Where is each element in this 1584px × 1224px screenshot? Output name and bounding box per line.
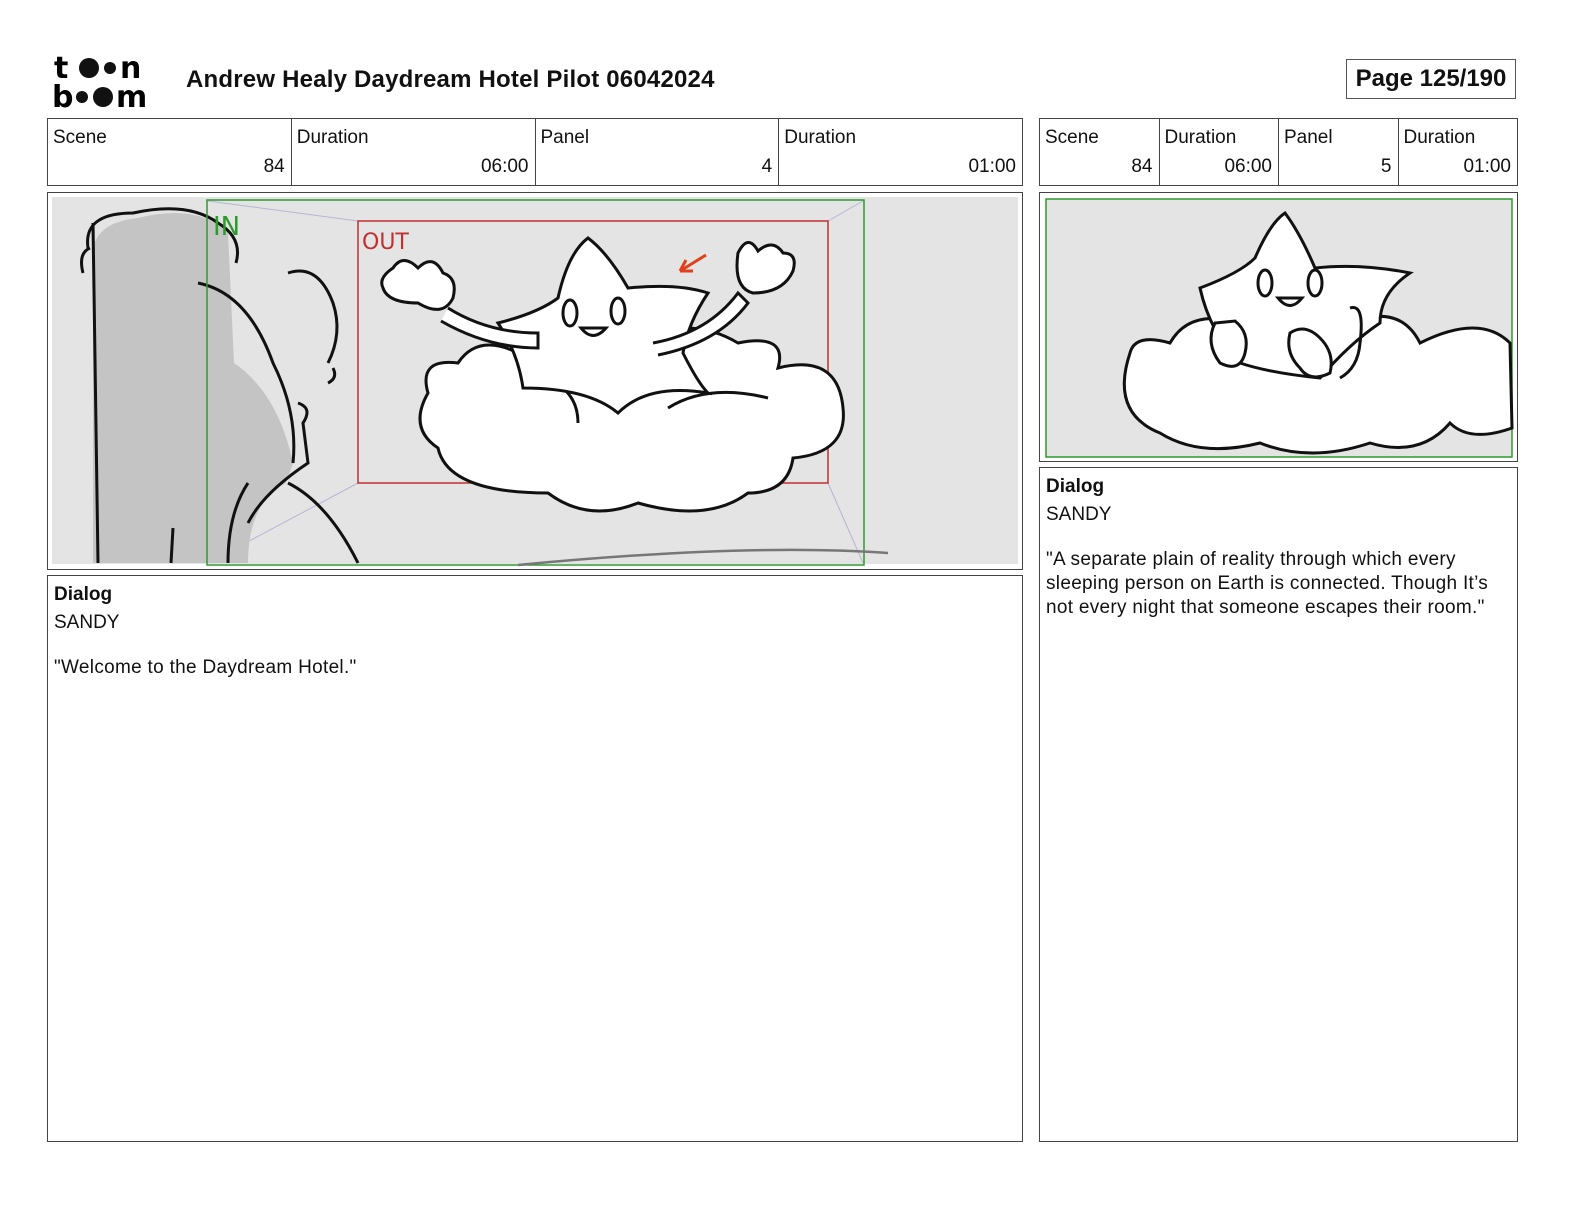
svg-text:n: n [120, 52, 142, 86]
toonboom-logo [52, 52, 164, 110]
dialog-speaker: SANDY [1046, 504, 1112, 525]
svg-text:t: t [54, 52, 69, 86]
dialog-heading: Dialog [54, 584, 113, 605]
panel-duration-label: Duration [1403, 127, 1476, 148]
in-frame-label: IN [213, 212, 241, 242]
scene-cell [48, 119, 292, 185]
page-number: Page 125/190 [1346, 59, 1516, 99]
dialog-line: "A separate plain of reality through which every sleeping person on Earth is connected. Though It’s not every night that someone escapes their room." [1046, 549, 1489, 618]
scene-duration-value: 06:00 [1224, 156, 1272, 177]
out-frame-label: OUT [362, 230, 409, 255]
svg-text:b: b [52, 80, 74, 110]
storyboard-panel-image [47, 192, 1023, 570]
scene-value: 84 [263, 156, 285, 177]
panel-duration-value: 01:00 [968, 156, 1016, 177]
panel-sketch [48, 193, 1021, 568]
panel-label: Panel [540, 127, 590, 148]
panel-duration-value: 01:00 [1463, 156, 1511, 177]
document-title: Andrew Healy Daydream Hotel Pilot 06042024 [186, 66, 715, 93]
scene-duration-label: Duration [1164, 127, 1237, 148]
panel-value: 5 [1380, 156, 1392, 177]
svg-text:m: m [116, 80, 148, 110]
scene-cell [1040, 119, 1160, 185]
scene-label: Scene [53, 127, 107, 148]
storyboard-panel-image [1039, 192, 1518, 462]
scene-duration-label: Duration [296, 127, 369, 148]
dialog-speaker: SANDY [54, 612, 120, 633]
scene-duration-cell [1160, 119, 1280, 185]
dialog-box [1039, 467, 1518, 1142]
scene-duration-value: 06:00 [480, 156, 529, 177]
panel-cell [1279, 119, 1399, 185]
scene-label: Scene [1045, 127, 1099, 148]
panel-info-table [47, 118, 1023, 186]
panel-info-table [1039, 118, 1518, 186]
dialog-box [47, 575, 1023, 1142]
panel-label: Panel [1284, 127, 1333, 148]
panel-cell [536, 119, 780, 185]
panel-duration-cell [779, 119, 1022, 185]
panel-value: 4 [761, 156, 773, 177]
panel-sketch [1040, 193, 1516, 460]
dialog-line: "Welcome to the Daydream Hotel." [54, 657, 357, 678]
panel-duration-cell [1399, 119, 1518, 185]
scene-duration-cell [292, 119, 536, 185]
dialog-heading: Dialog [1046, 476, 1105, 497]
scene-value: 84 [1131, 156, 1153, 177]
panel-duration-label: Duration [784, 127, 857, 148]
